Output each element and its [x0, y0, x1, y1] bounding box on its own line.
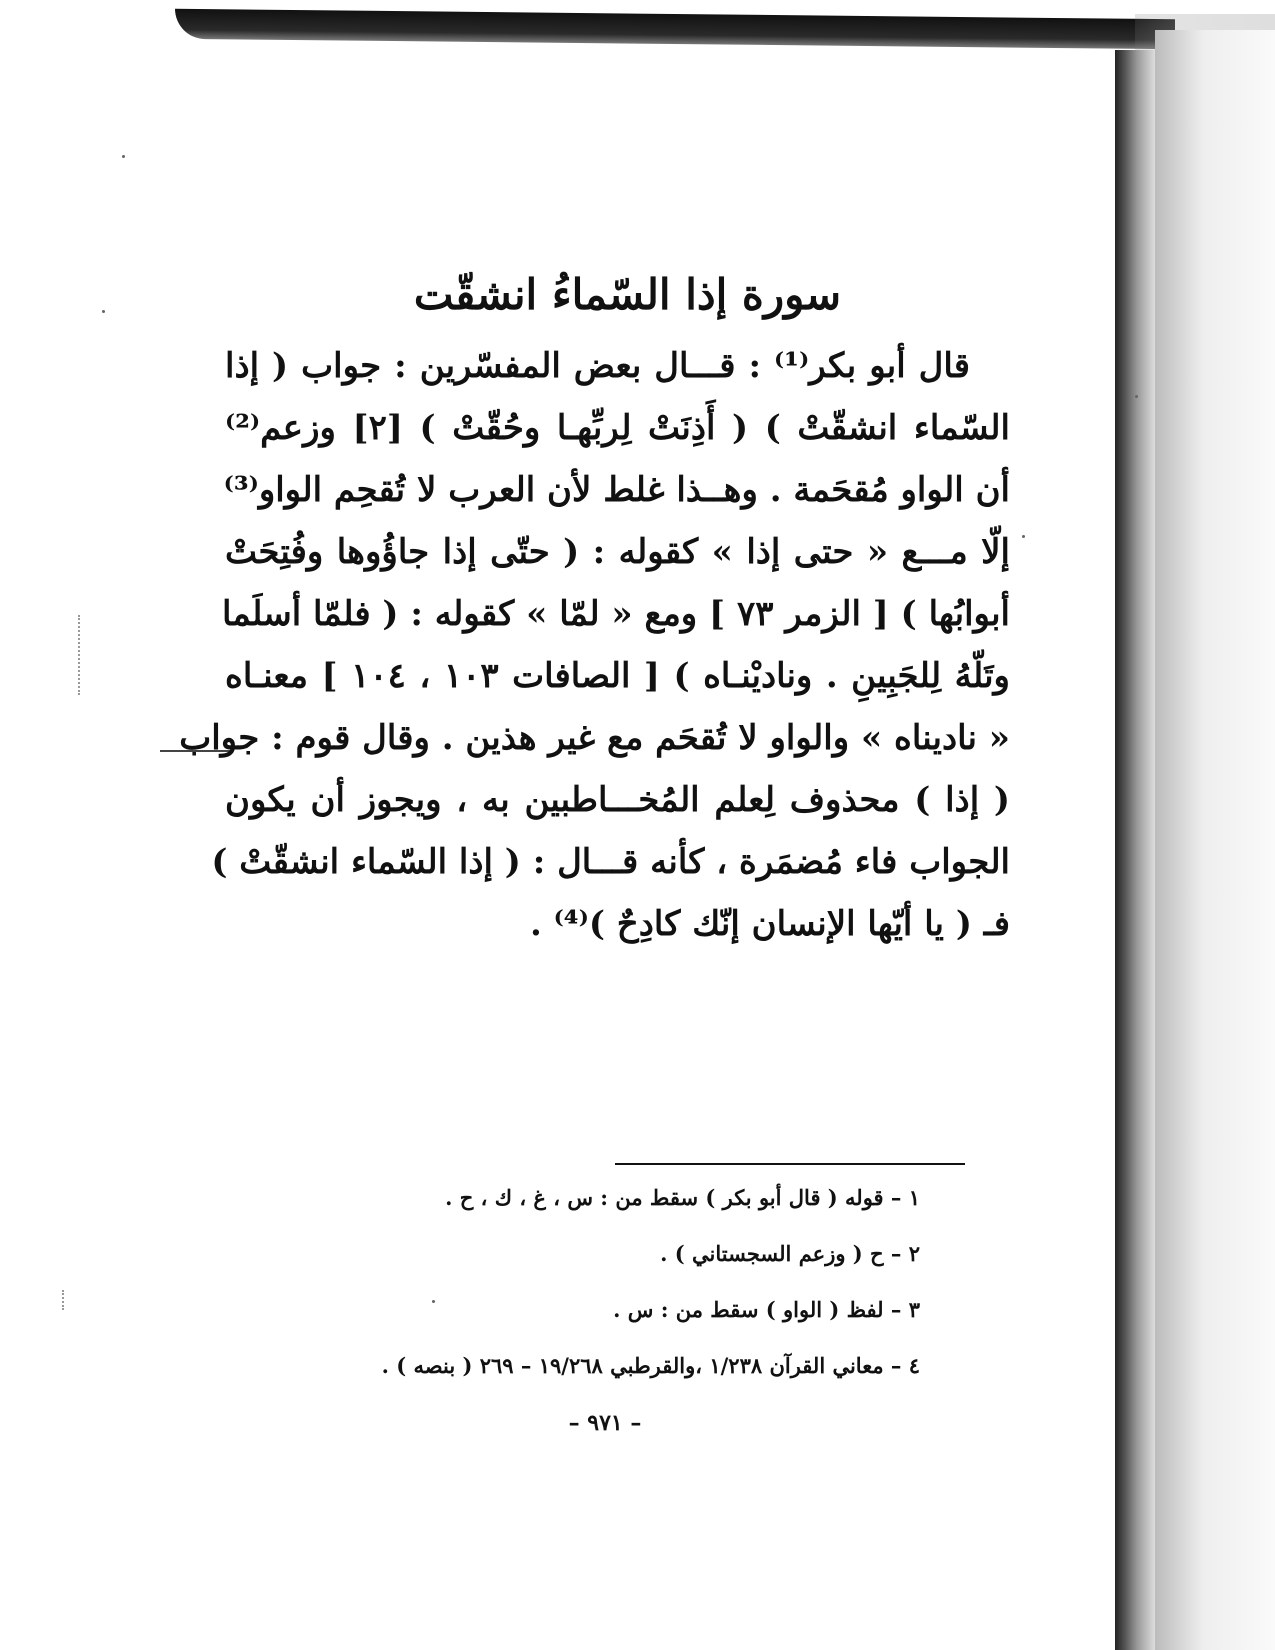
page-top-shadow	[175, 9, 1175, 49]
scan-speck	[1135, 395, 1138, 398]
page-number: – ٩٧١ –	[568, 1410, 642, 1436]
text-line: إلّا مـــع « حتى إذا » كقوله : ( حتّى إذا جاؤُوها وفُتِحَتْ	[225, 532, 1010, 572]
scan-dots-left-lower	[62, 1290, 66, 1310]
text-line: أن الواو مُقحَمة . وهــذا غلط لأن العرب لا تُقحِم الواو⁽³⁾	[223, 470, 1010, 510]
footnote: ٣ – لفظ ( الواو ) سقط من : س .	[613, 1297, 920, 1322]
footnote: ٤ – معاني القرآن ١/٢٣٨ ،والقرطبي ١٩/٢٦٨ – ٢٦٩ ( بنصه ) .	[381, 1353, 920, 1378]
main-text-block	[179, 270, 1010, 969]
footnote-divider	[615, 1163, 965, 1165]
text-line: السّماء انشقّتْ ) ( أَذِنَتْ لِربِّهـا وحُقّتْ ) [٢] وزعم⁽²⁾	[225, 408, 1010, 448]
scan-speck	[102, 310, 105, 313]
scan-speck	[1022, 535, 1025, 538]
book-edge-gradient	[1155, 30, 1275, 1650]
footnotes-block	[280, 1185, 920, 1409]
page-title: سورة إذا السّماءُ انشقّت	[413, 270, 842, 319]
text-line: ( إذا ) محذوف لِعلم المُخـــاطبين به ، ويجوز أن يكون	[225, 780, 1010, 820]
scan-speck	[122, 155, 125, 158]
text-line: وتَلّهُ لِلجَبِينِ . وناديْنـاه ) [ الصافات ١٠٣ ، ١٠٤ ] معنـاه	[225, 656, 1010, 696]
text-line: أبوابُها ) [ الزمر ٧٣ ] ومع « لمّا » كقوله : ( فلمّا أسلَما	[222, 594, 1010, 634]
text-line: الجواب فاء مُضمَرة ، كأنه قـــال : ( إذا السّماء انشقّتْ )	[211, 842, 1010, 882]
text-line: فـ ( يا أيّها الإنسان إنّك كادِحٌ )⁽⁴⁾ .	[529, 904, 1010, 944]
text-line: قال أبو بكر⁽¹⁾ : قـــال بعض المفسّرين : جواب ( إذا	[225, 346, 970, 386]
footnote: ٢ – ح ( وزعم السجستاني ) .	[660, 1241, 920, 1266]
book-spine-shadow	[1115, 50, 1155, 1650]
footnote: ١ – قوله ( قال أبو بكر ) سقط من : س ، غ ، ك ، ح .	[445, 1185, 920, 1210]
scan-dots-left	[78, 615, 82, 695]
text-line: « ناديناه » والواو لا تُقحَم مع غير هذين . وقال قوم : جواب	[179, 718, 1010, 758]
